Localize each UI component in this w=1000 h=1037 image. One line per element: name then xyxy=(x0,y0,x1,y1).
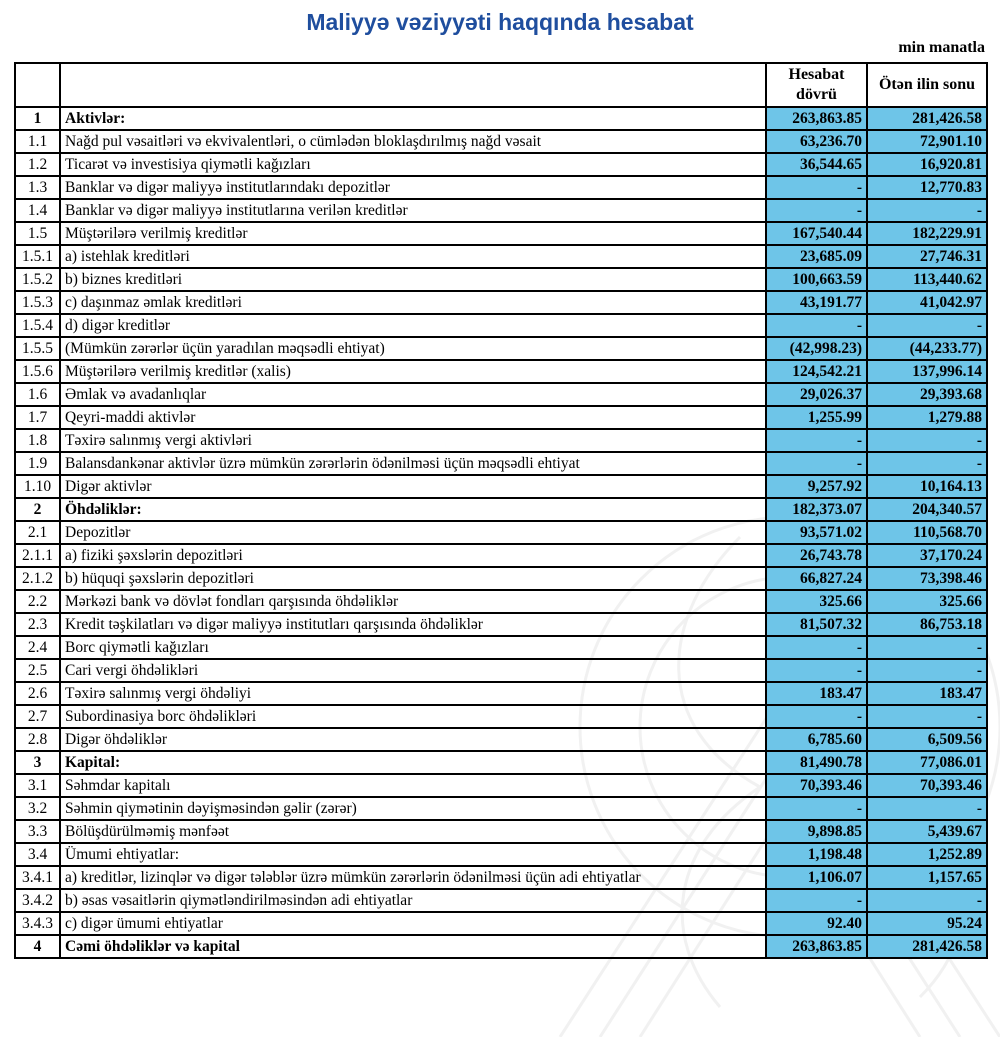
row-current-value-cell: 81,490.78 xyxy=(766,751,867,774)
row-number-cell: 2.1.2 xyxy=(15,567,60,590)
row-previous-value-cell: - xyxy=(867,797,987,820)
row-current-value-cell: 29,026.37 xyxy=(766,383,867,406)
row-previous-value-cell: 95.24 xyxy=(867,912,987,935)
row-number-cell: 1.5.6 xyxy=(15,360,60,383)
row-previous-value-cell: 183.47 xyxy=(867,682,987,705)
table-row xyxy=(15,337,987,360)
row-current-value-cell: 93,571.02 xyxy=(766,521,867,544)
row-number-cell: 3.2 xyxy=(15,797,60,820)
row-previous-value-cell: 70,393.46 xyxy=(867,774,987,797)
row-number-cell: 2.2 xyxy=(15,590,60,613)
row-label-cell: Qeyri-maddi aktivlər xyxy=(60,406,766,429)
table-row xyxy=(15,383,987,406)
table-row xyxy=(15,843,987,866)
header-row xyxy=(15,63,987,107)
row-previous-value-cell: 41,042.97 xyxy=(867,291,987,314)
table-row xyxy=(15,314,987,337)
row-number-cell: 2.5 xyxy=(15,659,60,682)
row-previous-value-cell: 29,393.68 xyxy=(867,383,987,406)
row-number-cell: 2 xyxy=(15,498,60,521)
row-label-cell: a) kreditlər, lizinqlər və digər tələblər üzrə mümkün zərərlərin ödənilməsi üçün adi ehtiyatlar xyxy=(60,866,766,889)
table-row xyxy=(15,774,987,797)
row-current-value-cell: 263,863.85 xyxy=(766,935,867,958)
row-number-cell: 1.6 xyxy=(15,383,60,406)
row-label-cell: Depozitlər xyxy=(60,521,766,544)
row-previous-value-cell: 77,086.01 xyxy=(867,751,987,774)
row-number-cell: 2.3 xyxy=(15,613,60,636)
table-row xyxy=(15,360,987,383)
row-current-value-cell: 36,544.65 xyxy=(766,153,867,176)
header-previous-year-cell: Ötən ilin sonu xyxy=(867,63,987,107)
table-row xyxy=(15,797,987,820)
row-current-value-cell: - xyxy=(766,797,867,820)
table-row xyxy=(15,935,987,958)
row-current-value-cell: - xyxy=(766,176,867,199)
row-number-cell: 2.6 xyxy=(15,682,60,705)
row-number-cell: 2.4 xyxy=(15,636,60,659)
row-number-cell: 4 xyxy=(15,935,60,958)
row-number-cell: 1.5.2 xyxy=(15,268,60,291)
row-number-cell: 3.4.2 xyxy=(15,889,60,912)
row-current-value-cell: 124,542.21 xyxy=(766,360,867,383)
row-label-cell: Borc qiymətli kağızları xyxy=(60,636,766,659)
row-number-cell: 1.3 xyxy=(15,176,60,199)
table-row xyxy=(15,268,987,291)
row-number-cell: 1.8 xyxy=(15,429,60,452)
table-row xyxy=(15,107,987,130)
row-label-cell: Müştərilərə verilmiş kreditlər xyxy=(60,222,766,245)
row-previous-value-cell: 1,279.88 xyxy=(867,406,987,429)
row-previous-value-cell: 113,440.62 xyxy=(867,268,987,291)
row-label-cell: Kredit təşkilatları və digər maliyyə institutları qarşısında öhdəliklər xyxy=(60,613,766,636)
table-header xyxy=(15,63,987,107)
table-row xyxy=(15,498,987,521)
row-current-value-cell: 100,663.59 xyxy=(766,268,867,291)
row-current-value-cell: - xyxy=(766,429,867,452)
row-number-cell: 2.1.1 xyxy=(15,544,60,567)
row-current-value-cell: - xyxy=(766,659,867,682)
row-number-cell: 3 xyxy=(15,751,60,774)
table-row xyxy=(15,130,987,153)
row-current-value-cell: - xyxy=(766,889,867,912)
row-label-cell: a) istehlak kreditləri xyxy=(60,245,766,268)
row-current-value-cell: 63,236.70 xyxy=(766,130,867,153)
table-row xyxy=(15,199,987,222)
table-row xyxy=(15,889,987,912)
row-label-cell: d) digər kreditlər xyxy=(60,314,766,337)
row-current-value-cell: - xyxy=(766,199,867,222)
row-previous-value-cell: - xyxy=(867,705,987,728)
row-current-value-cell: 81,507.32 xyxy=(766,613,867,636)
row-previous-value-cell: 137,996.14 xyxy=(867,360,987,383)
row-number-cell: 1.5.5 xyxy=(15,337,60,360)
table-row xyxy=(15,751,987,774)
row-label-cell: Cəmi öhdəliklər və kapital xyxy=(60,935,766,958)
row-label-cell: a) fiziki şəxslərin depozitləri xyxy=(60,544,766,567)
row-label-cell: Təxirə salınmış vergi öhdəliyi xyxy=(60,682,766,705)
row-current-value-cell: 1,106.07 xyxy=(766,866,867,889)
row-number-cell: 3.4 xyxy=(15,843,60,866)
unit-note: min manatla xyxy=(898,39,985,56)
row-current-value-cell: 1,255.99 xyxy=(766,406,867,429)
row-label-cell: Öhdəliklər: xyxy=(60,498,766,521)
row-number-cell: 3.4.1 xyxy=(15,866,60,889)
row-current-value-cell: 26,743.78 xyxy=(766,544,867,567)
row-label-cell: Müştərilərə verilmiş kreditlər (xalis) xyxy=(60,360,766,383)
row-previous-value-cell: (44,233.77) xyxy=(867,337,987,360)
row-number-cell: 1.7 xyxy=(15,406,60,429)
row-number-cell: 1.9 xyxy=(15,452,60,475)
row-label-cell: Kapital: xyxy=(60,751,766,774)
row-current-value-cell: 9,257.92 xyxy=(766,475,867,498)
row-label-cell: c) digər ümumi ehtiyatlar xyxy=(60,912,766,935)
row-previous-value-cell: 1,157.65 xyxy=(867,866,987,889)
row-label-cell: Mərkəzi bank və dövlət fondları qarşısında öhdəliklər xyxy=(60,590,766,613)
row-label-cell: Ümumi ehtiyatlar: xyxy=(60,843,766,866)
row-current-value-cell: - xyxy=(766,452,867,475)
row-current-value-cell: 66,827.24 xyxy=(766,567,867,590)
row-number-cell: 1.1 xyxy=(15,130,60,153)
row-label-cell: Səhmin qiymətinin dəyişməsindən gəlir (zərər) xyxy=(60,797,766,820)
row-label-cell: b) biznes kreditləri xyxy=(60,268,766,291)
row-previous-value-cell: 182,229.91 xyxy=(867,222,987,245)
row-label-cell: Aktivlər: xyxy=(60,107,766,130)
row-label-cell: Subordinasiya borc öhdəlikləri xyxy=(60,705,766,728)
row-current-value-cell: 9,898.85 xyxy=(766,820,867,843)
row-previous-value-cell: 5,439.67 xyxy=(867,820,987,843)
row-label-cell: Banklar və digər maliyyə institutlarındakı depozitlər xyxy=(60,176,766,199)
row-current-value-cell: 263,863.85 xyxy=(766,107,867,130)
row-label-cell: b) hüquqi şəxslərin depozitləri xyxy=(60,567,766,590)
table-row xyxy=(15,613,987,636)
row-current-value-cell: - xyxy=(766,314,867,337)
table-row xyxy=(15,475,987,498)
table-row xyxy=(15,153,987,176)
row-number-cell: 2.7 xyxy=(15,705,60,728)
row-current-value-cell: - xyxy=(766,705,867,728)
row-current-value-cell: 6,785.60 xyxy=(766,728,867,751)
row-label-cell: Balansdankənar aktivlər üzrə mümkün zərərlərin ödənilməsi üçün məqsədli ehtiyat xyxy=(60,452,766,475)
row-label-cell: Ticarət və investisiya qiymətli kağızları xyxy=(60,153,766,176)
row-number-cell: 1 xyxy=(15,107,60,130)
row-number-cell: 1.5 xyxy=(15,222,60,245)
header-label-cell xyxy=(60,63,766,107)
row-label-cell: Digər aktivlər xyxy=(60,475,766,498)
row-current-value-cell: - xyxy=(766,636,867,659)
row-previous-value-cell: - xyxy=(867,636,987,659)
row-label-cell: Bölüşdürülməmiş mənfəət xyxy=(60,820,766,843)
row-label-cell: (Mümkün zərərlər üçün yaradılan məqsədli ehtiyat) xyxy=(60,337,766,360)
row-label-cell: b) əsas vəsaitlərin qiymətləndirilməsindən adi ehtiyatlar xyxy=(60,889,766,912)
financial-position-table xyxy=(14,62,988,959)
row-current-value-cell: 43,191.77 xyxy=(766,291,867,314)
row-label-cell: Digər öhdəliklər xyxy=(60,728,766,751)
row-current-value-cell: 325.66 xyxy=(766,590,867,613)
row-previous-value-cell: - xyxy=(867,314,987,337)
row-number-cell: 1.5.4 xyxy=(15,314,60,337)
table-body xyxy=(15,107,987,958)
row-label-cell: Əmlak və avadanlıqlar xyxy=(60,383,766,406)
table-row xyxy=(15,590,987,613)
header-current-period-cell: Hesabat dövrü xyxy=(766,63,867,107)
row-number-cell: 3.1 xyxy=(15,774,60,797)
row-current-value-cell: 1,198.48 xyxy=(766,843,867,866)
row-number-cell: 2.8 xyxy=(15,728,60,751)
row-label-cell: Cari vergi öhdəlikləri xyxy=(60,659,766,682)
row-current-value-cell: 183.47 xyxy=(766,682,867,705)
table-row xyxy=(15,728,987,751)
row-previous-value-cell: 10,164.13 xyxy=(867,475,987,498)
row-previous-value-cell: 204,340.57 xyxy=(867,498,987,521)
row-previous-value-cell: - xyxy=(867,889,987,912)
table-row xyxy=(15,544,987,567)
row-previous-value-cell: 72,901.10 xyxy=(867,130,987,153)
table-row xyxy=(15,429,987,452)
header-no-cell xyxy=(15,63,60,107)
table-row xyxy=(15,820,987,843)
row-current-value-cell: 182,373.07 xyxy=(766,498,867,521)
row-previous-value-cell: 12,770.83 xyxy=(867,176,987,199)
row-previous-value-cell: - xyxy=(867,199,987,222)
table-row xyxy=(15,866,987,889)
row-previous-value-cell: 16,920.81 xyxy=(867,153,987,176)
row-previous-value-cell: - xyxy=(867,429,987,452)
table-row xyxy=(15,912,987,935)
row-label-cell: Təxirə salınmış vergi aktivləri xyxy=(60,429,766,452)
table-row xyxy=(15,452,987,475)
table-row xyxy=(15,245,987,268)
table-row xyxy=(15,659,987,682)
row-previous-value-cell: 281,426.58 xyxy=(867,935,987,958)
table-row xyxy=(15,705,987,728)
row-current-value-cell: 70,393.46 xyxy=(766,774,867,797)
row-number-cell: 3.4.3 xyxy=(15,912,60,935)
row-label-cell: Nağd pul vəsaitləri və ekvivalentləri, o cümlədən bloklaşdırılmış nağd vəsait xyxy=(60,130,766,153)
page-title: Maliyyə vəziyyəti haqqında hesabat xyxy=(306,9,694,35)
row-previous-value-cell: 86,753.18 xyxy=(867,613,987,636)
row-number-cell: 1.5.3 xyxy=(15,291,60,314)
row-current-value-cell: 167,540.44 xyxy=(766,222,867,245)
row-current-value-cell: 92.40 xyxy=(766,912,867,935)
table-row xyxy=(15,176,987,199)
row-number-cell: 1.5.1 xyxy=(15,245,60,268)
row-label-cell: Səhmdar kapitalı xyxy=(60,774,766,797)
table-row xyxy=(15,291,987,314)
row-current-value-cell: 23,685.09 xyxy=(766,245,867,268)
row-previous-value-cell: 281,426.58 xyxy=(867,107,987,130)
table-row xyxy=(15,406,987,429)
row-label-cell: c) daşınmaz əmlak kreditləri xyxy=(60,291,766,314)
row-label-cell: Banklar və digər maliyyə institutlarına verilən kreditlər xyxy=(60,199,766,222)
row-previous-value-cell: 1,252.89 xyxy=(867,843,987,866)
row-number-cell: 3.3 xyxy=(15,820,60,843)
table-row xyxy=(15,222,987,245)
table-row xyxy=(15,682,987,705)
table-row xyxy=(15,567,987,590)
row-number-cell: 2.1 xyxy=(15,521,60,544)
row-previous-value-cell: - xyxy=(867,452,987,475)
row-previous-value-cell: 110,568.70 xyxy=(867,521,987,544)
row-number-cell: 1.2 xyxy=(15,153,60,176)
row-current-value-cell: (42,998.23) xyxy=(766,337,867,360)
row-previous-value-cell: 27,746.31 xyxy=(867,245,987,268)
row-previous-value-cell: 73,398.46 xyxy=(867,567,987,590)
row-number-cell: 1.10 xyxy=(15,475,60,498)
table-row xyxy=(15,521,987,544)
row-previous-value-cell: 37,170.24 xyxy=(867,544,987,567)
row-previous-value-cell: 325.66 xyxy=(867,590,987,613)
row-previous-value-cell: 6,509.56 xyxy=(867,728,987,751)
row-number-cell: 1.4 xyxy=(15,199,60,222)
row-previous-value-cell: - xyxy=(867,659,987,682)
table-row xyxy=(15,636,987,659)
